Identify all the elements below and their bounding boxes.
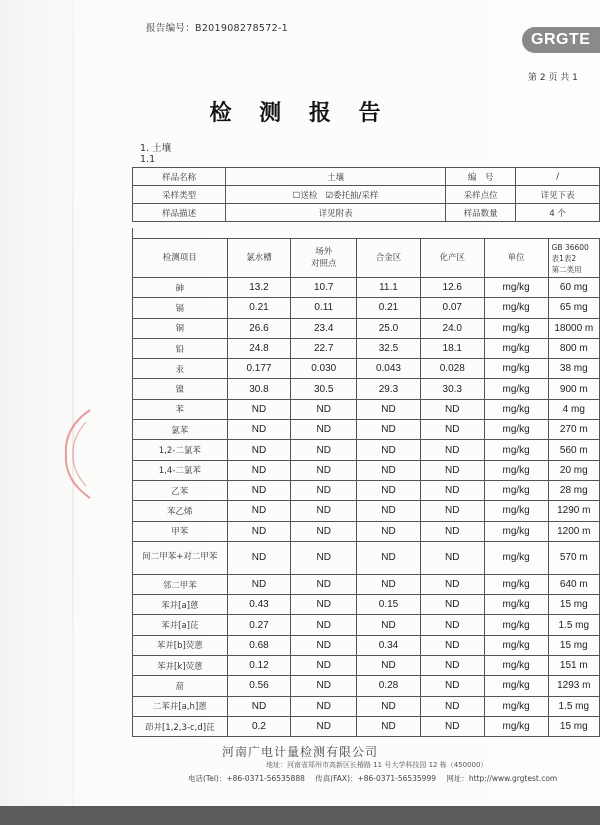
table-row [133,359,600,379]
table-row [133,480,600,500]
result-value: 13.2 [227,278,291,298]
result-value: 0.21 [357,298,421,318]
table-row [133,278,600,298]
result-value: ND [420,541,484,574]
limit-cell: 1.5 mg [548,696,599,716]
result-value: ND [291,716,357,736]
info-label: 样品名称 [133,168,226,186]
analyte-name: 砷 [133,278,228,298]
limit-cell: 15 mg [548,716,599,736]
result-value: 29.3 [357,379,421,399]
result-value: ND [420,676,484,696]
result-value: 0.028 [420,359,484,379]
result-value: 0.34 [357,635,421,655]
result-value: ND [227,420,291,440]
result-value: ND [291,635,357,655]
result-value: 18.1 [420,338,484,358]
result-value: 30.5 [291,379,357,399]
result-value: ND [291,574,357,594]
report-title: 检 测 报 告 [209,100,391,126]
result-value: 23.4 [291,318,357,338]
page-indicator: 第 2 页 共 1 [528,73,578,83]
unit-cell: mg/kg [484,521,548,541]
result-value: ND [291,521,357,541]
result-value: ND [420,460,484,480]
info-value: / [516,168,600,186]
result-value: ND [291,676,357,696]
unit-cell: mg/kg [484,460,548,480]
result-value: 0.56 [227,676,291,696]
unit-cell: mg/kg [484,501,548,521]
table-row [133,656,600,676]
result-value: ND [357,656,421,676]
footer-contact [188,773,565,784]
result-value: ND [420,399,484,419]
results-header-row [133,239,600,278]
table-row [133,379,600,399]
footer-tel: 电话(Tel)：+86-0371-56535888 [188,774,305,783]
table-row [133,676,600,696]
analyte-name: 苯并[a]蒽 [133,595,228,615]
result-value: ND [420,716,484,736]
analyte-name: 茚并[1,2,3-c,d]芘 [133,716,228,736]
limit-cell: 60 mg [548,278,599,298]
unit-cell: mg/kg [484,278,548,298]
limit-cell: 151 m [548,656,599,676]
analyte-name: 苯并[a]芘 [133,615,228,635]
result-value: 12.6 [420,278,484,298]
analyte-name: 苯乙烯 [133,501,228,521]
info-value: 4 个 [516,204,600,222]
info-label: 采样点位 [445,186,515,204]
info-label: 样品描述 [133,204,226,222]
report-number: 报告编号：B201908278572-1 [146,23,289,34]
result-value: ND [420,615,484,635]
header-unit: 单位 [484,239,548,278]
result-value: ND [227,460,291,480]
unit-cell: mg/kg [484,656,548,676]
table-row [133,399,600,419]
limit-cell: 4 mg [548,399,599,419]
result-value: ND [227,399,291,419]
limit-cell: 570 m [548,541,599,574]
limit-cell: 38 mg [548,359,599,379]
result-value: ND [357,480,421,500]
result-value: ND [227,521,291,541]
submitted-checkbox: ☐送检 [292,190,318,201]
results-table [132,238,600,737]
limit-cell: 18000 m [548,318,599,338]
result-value: ND [291,541,357,574]
result-value: ND [357,541,421,574]
analyte-name: 苯并[k]荧蒽 [133,656,228,676]
info-label: 样品数量 [445,204,515,222]
result-value: ND [291,420,357,440]
analyte-name: 汞 [133,359,228,379]
table-row [133,615,600,635]
result-value: 0.27 [227,615,291,635]
result-value: 0.21 [227,298,291,318]
result-value: ND [357,521,421,541]
result-value: ND [420,635,484,655]
table-row [133,298,600,318]
table-row [133,318,600,338]
result-value: 0.68 [227,635,291,655]
result-value: ND [420,521,484,541]
info-value [226,186,446,204]
commissioned-checkbox: ☑委托抽/采样 [325,190,379,201]
info-value: 土壤 [226,168,446,186]
analyte-name: 1,2-二氯苯 [133,440,228,460]
result-value: ND [291,480,357,500]
unit-cell: mg/kg [484,716,548,736]
result-value: ND [291,696,357,716]
result-value: ND [291,656,357,676]
unit-cell: mg/kg [484,635,548,655]
unit-cell: mg/kg [484,615,548,635]
result-value: 25.0 [357,318,421,338]
result-value: 0.28 [357,676,421,696]
table-row [133,501,600,521]
result-value: ND [420,574,484,594]
result-value: 0.043 [357,359,421,379]
table-row [133,440,600,460]
analyte-name: 甲苯 [133,521,228,541]
unit-cell: mg/kg [484,541,548,574]
result-value: ND [420,440,484,460]
analyte-name: 䓛 [133,676,228,696]
result-value: ND [357,574,421,594]
unit-cell: mg/kg [484,420,548,440]
result-value: ND [357,501,421,521]
result-value: ND [291,460,357,480]
limit-cell: 640 m [548,574,599,594]
result-value: ND [291,440,357,460]
table-row [133,716,600,736]
result-value: 0.07 [420,298,484,318]
result-value: ND [227,480,291,500]
red-seal-stamp [60,408,94,500]
unit-cell: mg/kg [484,440,548,460]
result-value: 0.43 [227,595,291,615]
result-value: ND [420,595,484,615]
limit-cell: 900 m [548,379,599,399]
result-value: ND [357,716,421,736]
header-item: 检测项目 [133,239,228,278]
analyte-name: 二苯并[a,h]蒽 [133,696,228,716]
info-value: 详见附表 [226,204,446,222]
company-logo: GRGTE [522,27,600,53]
limit-cell: 1290 m [548,501,599,521]
table-gap [132,228,600,238]
result-value: 26.6 [227,318,291,338]
result-value: 0.2 [227,716,291,736]
unit-cell: mg/kg [484,338,548,358]
analyte-name: 苯并[b]荧蒽 [133,635,228,655]
section-heading: 1. 土壤 [140,143,172,154]
unit-cell: mg/kg [484,379,548,399]
result-value: 11.1 [357,278,421,298]
result-value: 10.7 [291,278,357,298]
scan-bottom-edge [0,806,600,825]
result-value: 0.15 [357,595,421,615]
result-value: 0.030 [291,359,357,379]
result-value: ND [357,399,421,419]
result-value: 0.11 [291,298,357,318]
table-row [133,595,600,615]
unit-cell: mg/kg [484,676,548,696]
analyte-name: 镍 [133,379,228,399]
analyte-name: 苯 [133,399,228,419]
analyte-name: 乙苯 [133,480,228,500]
header-location-3: 合金区 [357,239,421,278]
limit-cell: 20 mg [548,460,599,480]
info-row [133,168,600,186]
analyte-name: 铜 [133,318,228,338]
section-subheading: 1.1 [140,154,156,165]
header-location-2: 场外 对照点 [291,239,357,278]
header-location-4: 化产区 [420,239,484,278]
limit-cell: 1200 m [548,521,599,541]
result-value: 24.0 [420,318,484,338]
footer-company-name: 河南广电计量检测有限公司 [221,745,378,759]
info-label: 编 号 [445,168,515,186]
result-value: ND [357,615,421,635]
table-row [133,338,600,358]
result-value: ND [420,656,484,676]
limit-cell: 800 m [548,338,599,358]
limit-cell: 15 mg [548,635,599,655]
result-value: ND [420,480,484,500]
table-row [133,420,600,440]
limit-cell: 1293 m [548,676,599,696]
limit-cell: 1.5 mg [548,615,599,635]
result-value: 30.3 [420,379,484,399]
result-value: ND [291,595,357,615]
unit-cell: mg/kg [484,298,548,318]
result-value: ND [291,399,357,419]
result-value: ND [420,501,484,521]
unit-cell: mg/kg [484,359,548,379]
result-value: ND [357,696,421,716]
result-value: ND [291,501,357,521]
result-value: ND [357,440,421,460]
result-value: 30.8 [227,379,291,399]
analyte-name: 1,4-二氯苯 [133,460,228,480]
table-row [133,541,600,574]
result-value: ND [420,420,484,440]
result-value: 32.5 [357,338,421,358]
analyte-name: 铅 [133,338,228,358]
unit-cell: mg/kg [484,574,548,594]
limit-cell: 65 mg [548,298,599,318]
analyte-name: 邻二甲苯 [133,574,228,594]
analyte-name: 间二甲苯+对二甲苯 [133,541,228,574]
header-limit: GB 36600 表1表2 第二类用 [548,239,599,278]
limit-cell: 15 mg [548,595,599,615]
result-value: ND [227,541,291,574]
unit-cell: mg/kg [484,595,548,615]
info-row [133,186,600,204]
table-row [133,635,600,655]
result-value: 24.8 [227,338,291,358]
table-row [133,460,600,480]
limit-cell: 270 m [548,420,599,440]
unit-cell: mg/kg [484,480,548,500]
footer-address: 地址：河南省郑州市高新区长椿路 11 号大学科技园 12 栋（450000） [266,761,488,769]
unit-cell: mg/kg [484,399,548,419]
table-row [133,574,600,594]
header-location-1: 氯水槽 [227,239,291,278]
info-label: 采样类型 [133,186,226,204]
analyte-name: 氯苯 [133,420,228,440]
limit-cell: 28 mg [548,480,599,500]
result-value: ND [291,615,357,635]
analyte-name: 镉 [133,298,228,318]
footer-fax: 传真(FAX)：+86-0371-56535999 [315,774,436,783]
result-value: ND [227,696,291,716]
sample-info-table [132,167,600,222]
info-row [133,204,600,222]
result-value: ND [227,501,291,521]
result-value: 0.177 [227,359,291,379]
result-value: ND [357,460,421,480]
result-value: 0.12 [227,656,291,676]
result-value: ND [420,696,484,716]
footer-web: 网址：http://www.grgtest.com [446,774,558,783]
result-value: ND [227,440,291,460]
result-value: ND [357,420,421,440]
info-value: 详见下表 [516,186,600,204]
table-row [133,521,600,541]
table-row [133,696,600,716]
limit-cell: 560 m [548,440,599,460]
result-value: ND [227,574,291,594]
unit-cell: mg/kg [484,318,548,338]
unit-cell: mg/kg [484,696,548,716]
result-value: 22.7 [291,338,357,358]
